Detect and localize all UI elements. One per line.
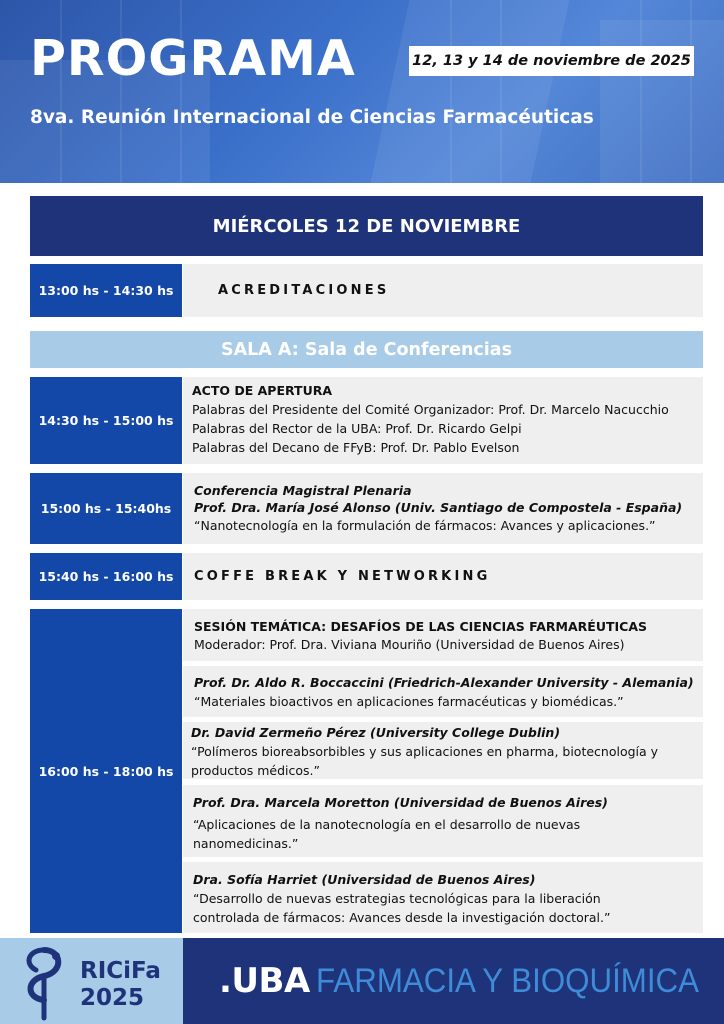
apertura-line: Palabras del Decano de FFyB: Prof. Dr. Pablo Evelson — [192, 440, 520, 455]
faculty-name: FARMACIA Y BIOQUÍMICA — [315, 961, 699, 1000]
talk-title: “Desarrollo de nuevas estrategias tecnológicas para la liberación — [193, 891, 601, 906]
conferencia-speaker: Prof. Dra. María José Alonso (Univ. Santiago de Compostela - España) — [194, 500, 683, 515]
talk-title: “Polímeros bioreabsorbibles y sus aplicaciones en pharma, biotecnología y — [191, 744, 659, 759]
time-acreditaciones: 13:00 hs - 14:30 hs — [30, 264, 182, 317]
talk-block — [183, 785, 703, 857]
acreditaciones-block — [183, 264, 703, 317]
event-subtitle: 8va. Reunión Internacional de Ciencias Farmacéuticas — [30, 107, 594, 128]
talk-title: nanomedicinas.” — [193, 836, 299, 851]
talk-title: “Materiales bioactivos en aplicaciones farmacéuticas y biomédicas.” — [194, 694, 624, 709]
coffee-label: COFFE BREAK Y NETWORKING — [194, 569, 491, 584]
sesion-title: SESIÓN TEMÁTICA: DESAFÍOS DE LAS CIENCIAS FARMARÉUTICAS — [194, 619, 648, 634]
sesion-header-block — [183, 609, 703, 661]
talk-block — [183, 666, 703, 717]
talk-title: “Aplicaciones de la nanotecnología en el desarrollo de nuevas — [193, 817, 581, 832]
sala-banner: SALA A: Sala de Conferencias — [30, 331, 703, 368]
talk-block — [183, 862, 703, 933]
time-apertura: 14:30 hs - 15:00 hs — [30, 377, 182, 464]
header-banner — [0, 0, 724, 183]
time-sesion: 16:00 hs - 18:00 hs — [30, 609, 182, 933]
time-conferencia: 15:00 hs - 15:40hs — [30, 473, 182, 544]
apertura-line: Palabras del Presidente del Comité Organizador: Prof. Dr. Marcelo Nacucchio — [192, 402, 669, 417]
conferencia-title: Conferencia Magistral Plenaria — [194, 483, 412, 498]
apertura-title: ACTO DE APERTURA — [192, 383, 333, 398]
talk-speaker: Dra. Sofía Harriet (Universidad de Buenos Aires) — [193, 872, 536, 887]
sesion-moderator: Moderador: Prof. Dra. Viviana Mouriño (Universidad de Buenos Aires) — [194, 637, 625, 652]
talk-speaker: Dr. David Zermeño Pérez (University College Dublin) — [191, 725, 561, 740]
talk-title: controlada de fármacos: Avances desde la investigación doctoral.” — [193, 910, 611, 925]
talk-speaker: Prof. Dra. Marcela Moretton (Universidad de Buenos Aires) — [193, 795, 608, 810]
talk-title: productos médicos.” — [191, 763, 320, 778]
uba-logo-text: .UBA — [219, 961, 310, 1001]
apertura-block — [183, 377, 703, 464]
logo-year: 2025 — [80, 985, 145, 1011]
talk-speaker: Prof. Dr. Aldo R. Boccaccini (Friedrich-Alexander University - Alemania) — [194, 675, 694, 690]
apertura-line: Palabras del Rector de la UBA: Prof. Dr. Ricardo Gelpi — [192, 421, 522, 436]
logo-name: RICiFa — [80, 958, 161, 984]
time-coffee: 15:40 hs - 16:00 hs — [30, 553, 182, 600]
page-title: PROGRAMA — [30, 30, 356, 87]
talk-block — [183, 722, 703, 779]
event-dates: 12, 13 y 14 de noviembre de 2025 — [409, 46, 694, 76]
footer-faculty-banner — [183, 938, 724, 1024]
acreditaciones-label: ACREDITACIONES — [218, 283, 390, 298]
day-banner: MIÉRCOLES 12 DE NOVIEMBRE — [30, 196, 703, 256]
coffee-block — [183, 553, 703, 600]
caduceus-icon — [14, 942, 74, 1022]
conferencia-talk: “Nanotecnología en la formulación de fármacos: Avances y aplicaciones.” — [194, 518, 656, 533]
conferencia-block — [183, 473, 703, 544]
